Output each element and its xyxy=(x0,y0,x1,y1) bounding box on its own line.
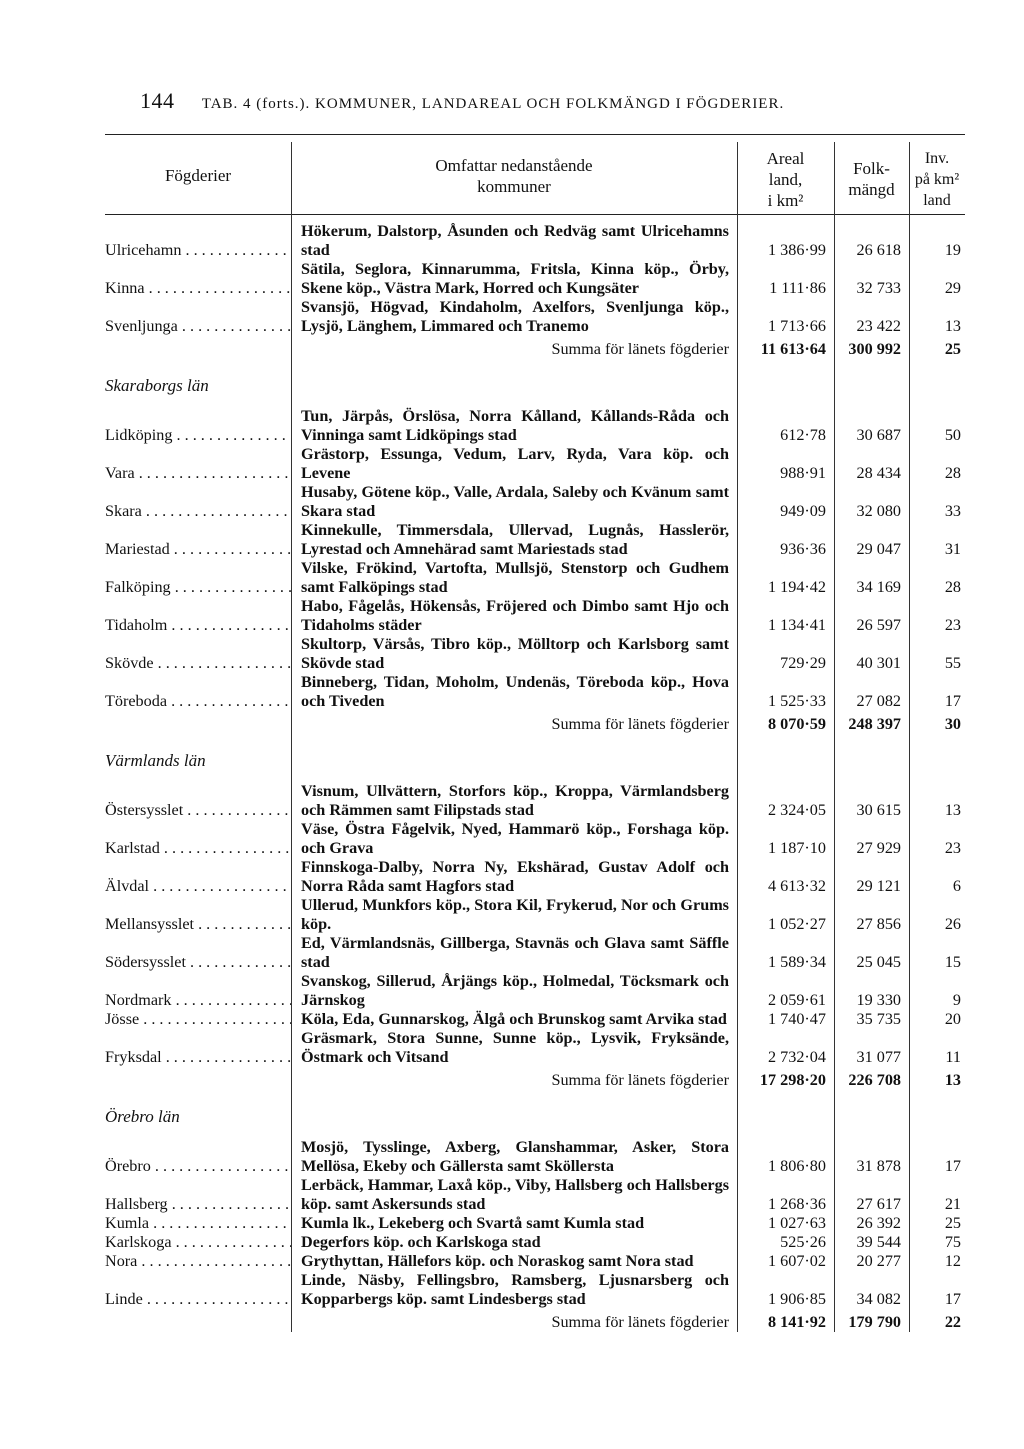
folkmangd-cell: 34 169 xyxy=(856,578,901,596)
lan-name: Skaraborgs län xyxy=(105,375,209,395)
summa-folkmangd: 248 397 xyxy=(848,715,901,733)
areal-cell: 612·78 xyxy=(780,426,826,444)
col-header-areal-line: i km² xyxy=(767,191,804,210)
fogderi-cell xyxy=(105,782,291,820)
fogderi-name: Lidköping xyxy=(105,426,173,444)
kommuner-cell: Mosjö, Tysslinge, Axberg, Glanshammar, Asker, Stora Mellösa, Ekeby och Gällersta samt Sköllersta xyxy=(301,1138,729,1175)
kommuner-cell: Lerbäck, Hammar, Laxå köp., Viby, Hallsberg och Hallsbergs köp. samt Askersunds stad xyxy=(301,1176,729,1213)
data-table xyxy=(105,222,965,1336)
fogderi-name: Älvdal xyxy=(105,877,150,895)
leader-dots xyxy=(168,1195,291,1213)
fogderi-name: Kumla xyxy=(105,1214,150,1232)
col-header-inv-line: land xyxy=(923,192,951,209)
empty-cell xyxy=(909,363,965,407)
table-row xyxy=(105,934,965,972)
inv-cell: 21 xyxy=(944,1195,961,1213)
fogderi-name: Falköping xyxy=(105,578,171,596)
table-row xyxy=(105,1029,965,1067)
folkmangd-cell: 25 045 xyxy=(856,953,901,971)
col-header-inv xyxy=(909,148,965,211)
empty-cell xyxy=(909,1094,965,1138)
areal-cell: 936·36 xyxy=(780,540,826,558)
col-header-kommuner-line: kommuner xyxy=(477,177,551,196)
kommuner-cell: Skultorp, Värsås, Tibro köp., Mölltorp och Karlsborg samt Skövde stad xyxy=(301,635,729,672)
folkmangd-cell: 34 082 xyxy=(856,1290,901,1308)
empty-cell xyxy=(291,738,737,782)
lan-heading-row xyxy=(105,1094,965,1138)
fogderi-name: Svenljunga xyxy=(105,317,178,335)
folkmangd-cell: 27 082 xyxy=(856,692,901,710)
kommuner-cell: Väse, Östra Fågelvik, Nyed, Hammarö köp., Forshaga köp. och Grava xyxy=(301,820,729,857)
table-row xyxy=(105,673,965,711)
summa-row xyxy=(105,1067,965,1094)
inv-cell: 28 xyxy=(944,578,961,596)
table-row xyxy=(105,1233,965,1252)
empty-cell xyxy=(291,363,737,407)
fogderi-cell xyxy=(105,1010,291,1029)
folkmangd-cell: 32 080 xyxy=(856,502,901,520)
areal-cell: 525·26 xyxy=(780,1233,826,1251)
summa-inv: 13 xyxy=(944,1071,961,1089)
areal-cell: 1 187·10 xyxy=(768,839,826,857)
fogderi-cell xyxy=(105,820,291,858)
empty-cell xyxy=(737,1094,834,1138)
folkmangd-cell: 26 392 xyxy=(856,1214,901,1232)
kommuner-cell: Ullerud, Munkfors köp., Stora Kil, Frykerud, Nor och Grums köp. xyxy=(301,896,729,933)
summa-folkmangd: 226 708 xyxy=(848,1071,901,1089)
folkmangd-cell: 35 735 xyxy=(856,1010,901,1028)
leader-dots xyxy=(167,692,291,710)
folkmangd-cell: 19 330 xyxy=(856,991,901,1009)
leader-dots xyxy=(183,801,291,819)
summa-label: Summa för länets fögderier xyxy=(551,715,729,733)
table-row xyxy=(105,858,965,896)
areal-cell: 2 059·61 xyxy=(768,991,826,1009)
empty-cell xyxy=(105,1309,291,1336)
fogderi-name: Karlstad xyxy=(105,839,160,857)
folkmangd-cell: 40 301 xyxy=(856,654,901,672)
lan-name: Värmlands län xyxy=(105,750,206,770)
fogderi-cell xyxy=(105,260,291,298)
leader-dots xyxy=(149,877,291,895)
folkmangd-cell: 29 047 xyxy=(856,540,901,558)
folkmangd-cell: 20 277 xyxy=(856,1252,901,1270)
fogderi-cell xyxy=(105,972,291,1010)
summa-areal: 11 613·64 xyxy=(760,340,826,358)
kommuner-cell: Habo, Fågelås, Hökensås, Fröjered och Dimbo samt Hjo och Tidaholms städer xyxy=(301,597,729,634)
summa-row xyxy=(105,336,965,363)
folkmangd-cell: 29 121 xyxy=(856,877,901,895)
col-header-areal-line: land, xyxy=(768,170,803,189)
table-row xyxy=(105,298,965,336)
kommuner-cell: Köla, Eda, Gunnarskog, Älgå och Brunskog samt Arvika stad xyxy=(301,1010,727,1028)
table-row xyxy=(105,782,965,820)
kommuner-cell: Kinnekulle, Timmersdala, Ullervad, Lugnås, Hasslerör, Lyrestad och Amnehärad samt Mariestads stad xyxy=(301,521,729,558)
fogderi-cell xyxy=(105,445,291,483)
fogderi-name: Kinna xyxy=(105,279,145,297)
leader-dots xyxy=(154,654,291,672)
areal-cell: 1 386·99 xyxy=(768,241,826,259)
inv-cell: 6 xyxy=(952,877,961,895)
empty-cell xyxy=(834,1094,909,1138)
fogderi-cell xyxy=(105,635,291,673)
fogderi-name: Karlskoga xyxy=(105,1233,172,1251)
folkmangd-cell: 30 615 xyxy=(856,801,901,819)
empty-cell xyxy=(737,738,834,782)
fogderi-cell xyxy=(105,407,291,445)
leader-dots xyxy=(160,839,291,857)
table-row xyxy=(105,260,965,298)
inv-cell: 17 xyxy=(944,1290,961,1308)
leader-dots xyxy=(170,540,291,558)
leader-dots xyxy=(137,1252,291,1270)
lan-name: Örebro län xyxy=(105,1106,180,1126)
fogderi-name: Töreboda xyxy=(105,692,168,710)
col-header-folkmangd xyxy=(834,158,909,200)
kommuner-cell: Vilske, Frökind, Vartofta, Mullsjö, Stenstorp och Gudhem samt Falköpings stad xyxy=(301,559,729,596)
areal-cell: 1 713·66 xyxy=(768,317,826,335)
fogderi-cell xyxy=(105,1233,291,1252)
leader-dots xyxy=(143,1290,291,1308)
fogderi-name: Skövde xyxy=(105,654,154,672)
folkmangd-cell: 39 544 xyxy=(856,1233,901,1251)
inv-cell: 17 xyxy=(944,692,961,710)
page-number: 144 xyxy=(140,88,175,113)
fogderi-cell xyxy=(105,896,291,934)
table-body xyxy=(105,222,965,1336)
kommuner-cell: Tun, Järpås, Örslösa, Norra Kålland, Kållands-Råda och Vinninga samt Lidköpings stad xyxy=(301,407,729,444)
fogderi-cell xyxy=(105,521,291,559)
inv-cell: 17 xyxy=(944,1157,961,1175)
areal-cell: 1 134·41 xyxy=(768,616,826,634)
leader-dots xyxy=(135,464,291,482)
areal-cell: 729·29 xyxy=(780,654,826,672)
kommuner-cell: Grästorp, Essunga, Vedum, Larv, Ryda, Vara köp. och Levene xyxy=(301,445,729,482)
table-row xyxy=(105,820,965,858)
leader-dots xyxy=(194,915,291,933)
fogderi-cell xyxy=(105,1252,291,1271)
areal-cell: 1 052·27 xyxy=(768,915,826,933)
inv-cell: 31 xyxy=(944,540,961,558)
areal-cell: 2 324·05 xyxy=(768,801,826,819)
table-row xyxy=(105,972,965,1010)
leader-dots xyxy=(139,1010,291,1028)
inv-cell: 12 xyxy=(944,1252,961,1270)
fogderi-cell xyxy=(105,298,291,336)
areal-cell: 1 111·86 xyxy=(769,279,826,297)
kommuner-cell: Kumla lk., Lekeberg och Svartå samt Kumla stad xyxy=(301,1214,645,1232)
fogderi-cell xyxy=(105,673,291,711)
table-row xyxy=(105,896,965,934)
running-head xyxy=(140,88,784,114)
col-header-fogderier: Fögderier xyxy=(164,166,232,185)
summa-label: Summa för länets fögderier xyxy=(551,1313,729,1331)
summa-areal: 8 070·59 xyxy=(767,715,826,733)
folkmangd-cell: 32 733 xyxy=(856,279,901,297)
table-row xyxy=(105,559,965,597)
table-row xyxy=(105,635,965,673)
areal-cell: 4 613·32 xyxy=(768,877,826,895)
summa-inv: 22 xyxy=(944,1313,961,1331)
fogderi-name: Mariestad xyxy=(105,540,170,558)
areal-cell: 1 194·42 xyxy=(768,578,826,596)
empty-cell xyxy=(105,711,291,738)
summa-row xyxy=(105,1309,965,1336)
areal-cell: 2 732·04 xyxy=(768,1048,826,1066)
inv-cell: 23 xyxy=(944,839,961,857)
table-row xyxy=(105,1176,965,1214)
leader-dots xyxy=(172,426,291,444)
top-rule xyxy=(105,134,965,135)
leader-dots xyxy=(167,616,291,634)
table-row xyxy=(105,597,965,635)
table-row xyxy=(105,1138,965,1176)
inv-cell: 50 xyxy=(944,426,961,444)
leader-dots xyxy=(162,1048,291,1066)
folkmangd-cell: 27 617 xyxy=(856,1195,901,1213)
areal-cell: 1 268·36 xyxy=(768,1195,826,1213)
inv-cell: 23 xyxy=(944,616,961,634)
areal-cell: 1 906·85 xyxy=(768,1290,826,1308)
col-header-inv-line: på km² xyxy=(914,171,960,188)
summa-areal: 17 298·20 xyxy=(759,1071,826,1089)
inv-cell: 25 xyxy=(944,1214,961,1232)
leader-dots xyxy=(186,953,291,971)
leader-dots xyxy=(172,991,291,1009)
inv-cell: 75 xyxy=(944,1233,961,1251)
kommuner-cell: Visnum, Ullvättern, Storfors köp., Kroppa, Värmlandsberg och Rämmen samt Filipstads stad xyxy=(301,782,729,819)
empty-cell xyxy=(834,363,909,407)
fogderi-cell xyxy=(105,1029,291,1067)
fogderi-name: Skara xyxy=(105,502,142,520)
fogderi-cell xyxy=(105,597,291,635)
folkmangd-cell: 26 597 xyxy=(856,616,901,634)
kommuner-cell: Binneberg, Tidan, Moholm, Undenäs, Töreboda köp., Hova och Tiveden xyxy=(301,673,729,710)
inv-cell: 20 xyxy=(944,1010,961,1028)
col-header-inv-line: Inv. xyxy=(924,150,950,167)
empty-cell xyxy=(291,1094,737,1138)
col-header-areal-line: Areal xyxy=(766,149,805,168)
folkmangd-cell: 28 434 xyxy=(856,464,901,482)
areal-cell: 1 740·47 xyxy=(768,1010,826,1028)
running-title: TAB. 4 (forts.). KOMMUNER, LANDAREAL OCH FOLKMÄNGD I FÖGDERIER. xyxy=(201,96,785,112)
folkmangd-cell: 31 077 xyxy=(856,1048,901,1066)
fogderi-name: Örebro xyxy=(105,1157,151,1175)
inv-cell: 33 xyxy=(944,502,961,520)
kommuner-cell: Finnskoga-Dalby, Norra Ny, Ekshärad, Gustav Adolf och Norra Råda samt Hagfors stad xyxy=(301,858,729,895)
areal-cell: 1 027·63 xyxy=(768,1214,826,1232)
leader-dots xyxy=(142,502,291,520)
kommuner-cell: Hökerum, Dalstorp, Åsunden och Redväg samt Ulricehamns stad xyxy=(301,222,729,259)
fogderi-cell xyxy=(105,1271,291,1309)
fogderi-cell xyxy=(105,483,291,521)
col-header-kommuner xyxy=(291,155,737,197)
summa-label: Summa för länets fögderier xyxy=(551,1071,729,1089)
table-row xyxy=(105,222,965,260)
kommuner-cell: Linde, Näsby, Fellingsbro, Ramsberg, Ljusnarsberg och Kopparbergs köp. samt Lindesbergs stad xyxy=(301,1271,729,1308)
summa-label: Summa för länets fögderier xyxy=(551,340,729,358)
inv-cell: 19 xyxy=(944,241,961,259)
leader-dots xyxy=(181,241,291,259)
empty-cell xyxy=(105,1067,291,1094)
col-header-folkmangd-line: mängd xyxy=(848,180,895,199)
fogderi-name: Nora xyxy=(105,1252,138,1270)
fogderi-name: Södersysslet xyxy=(105,953,186,971)
fogderi-name: Östersysslet xyxy=(105,801,184,819)
col-header-areal xyxy=(737,148,834,211)
leader-dots xyxy=(171,578,291,596)
areal-cell: 988·91 xyxy=(780,464,826,482)
fogderi-name: Fryksdal xyxy=(105,1048,162,1066)
fogderi-cell xyxy=(105,858,291,896)
inv-cell: 55 xyxy=(944,654,961,672)
areal-cell: 1 806·80 xyxy=(768,1157,826,1175)
lan-heading-row xyxy=(105,738,965,782)
fogderi-cell xyxy=(105,1176,291,1214)
table-row xyxy=(105,1271,965,1309)
col-header-folkmangd-line: Folk- xyxy=(853,159,890,178)
folkmangd-cell: 23 422 xyxy=(856,317,901,335)
fogderi-name: Mellansysslet xyxy=(105,915,195,933)
areal-cell: 1 525·33 xyxy=(768,692,826,710)
fogderi-cell xyxy=(105,934,291,972)
leader-dots xyxy=(145,279,291,297)
table-row xyxy=(105,521,965,559)
leader-dots xyxy=(178,317,291,335)
summa-row xyxy=(105,711,965,738)
fogderi-name: Tidaholm xyxy=(105,616,168,634)
kommuner-cell: Grythyttan, Hällefors köp. och Noraskog samt Nora stad xyxy=(301,1252,694,1270)
fogderi-name: Linde xyxy=(105,1290,143,1308)
areal-cell: 949·09 xyxy=(780,502,826,520)
folkmangd-cell: 26 618 xyxy=(856,241,901,259)
kommuner-cell: Ed, Värmlandsnäs, Gillberga, Stavnäs och Glava samt Säffle stad xyxy=(301,934,729,971)
col-header-kommuner-line: Omfattar nedanstående xyxy=(435,156,593,175)
inv-cell: 26 xyxy=(944,915,961,933)
areal-cell: 1 607·02 xyxy=(768,1252,826,1270)
kommuner-cell: Svanskog, Sillerud, Årjängs köp., Holmedal, Töcksmark och Järnskog xyxy=(301,972,729,1009)
summa-areal: 8 141·92 xyxy=(767,1313,826,1331)
inv-cell: 13 xyxy=(944,317,961,335)
inv-cell: 11 xyxy=(945,1048,961,1066)
folkmangd-cell: 30 687 xyxy=(856,426,901,444)
fogderi-cell xyxy=(105,559,291,597)
kommuner-cell: Sätila, Seglora, Kinnarumma, Fritsla, Kinna köp., Örby, Skene köp., Västra Mark, Horred och Kungsäter xyxy=(301,260,729,297)
fogderi-name: Hallsberg xyxy=(105,1195,168,1213)
table-row xyxy=(105,1010,965,1029)
folkmangd-cell: 27 856 xyxy=(856,915,901,933)
lan-heading-row xyxy=(105,363,965,407)
inv-cell: 15 xyxy=(944,953,961,971)
inv-cell: 9 xyxy=(952,991,961,1009)
table-row xyxy=(105,445,965,483)
fogderi-cell xyxy=(105,1214,291,1233)
leader-dots xyxy=(149,1214,291,1232)
kommuner-cell: Gräsmark, Stora Sunne, Sunne köp., Lysvik, Fryksände, Östmark och Vitsand xyxy=(301,1029,729,1066)
fogderi-cell xyxy=(105,222,291,260)
table-row xyxy=(105,1252,965,1271)
folkmangd-cell: 31 878 xyxy=(856,1157,901,1175)
summa-inv: 25 xyxy=(944,340,961,358)
kommuner-cell: Degerfors köp. och Karlskoga stad xyxy=(301,1233,541,1251)
folkmangd-cell: 27 929 xyxy=(856,839,901,857)
empty-cell xyxy=(834,738,909,782)
inv-cell: 28 xyxy=(944,464,961,482)
header-rule xyxy=(105,214,965,215)
kommuner-cell: Svansjö, Högvad, Kindaholm, Axelfors, Svenljunga köp., Lysjö, Länghem, Limmared och Tranemo xyxy=(301,298,729,335)
table-row xyxy=(105,1214,965,1233)
summa-folkmangd: 300 992 xyxy=(848,340,901,358)
summa-inv: 30 xyxy=(944,715,961,733)
fogderi-cell xyxy=(105,1138,291,1176)
summa-folkmangd: 179 790 xyxy=(848,1313,901,1331)
table-row xyxy=(105,407,965,445)
inv-cell: 13 xyxy=(944,801,961,819)
fogderi-name: Nordmark xyxy=(105,991,172,1009)
areal-cell: 1 589·34 xyxy=(768,953,826,971)
empty-cell xyxy=(737,363,834,407)
empty-cell xyxy=(909,738,965,782)
table-row xyxy=(105,483,965,521)
leader-dots xyxy=(151,1157,291,1175)
inv-cell: 29 xyxy=(944,279,961,297)
fogderi-name: Jösse xyxy=(105,1010,140,1028)
fogderi-name: Vara xyxy=(105,464,135,482)
kommuner-cell: Husaby, Götene köp., Valle, Ardala, Saleby och Kvänum samt Skara stad xyxy=(301,483,729,520)
leader-dots xyxy=(172,1233,291,1251)
empty-cell xyxy=(105,336,291,363)
fogderi-name: Ulricehamn xyxy=(105,241,182,259)
